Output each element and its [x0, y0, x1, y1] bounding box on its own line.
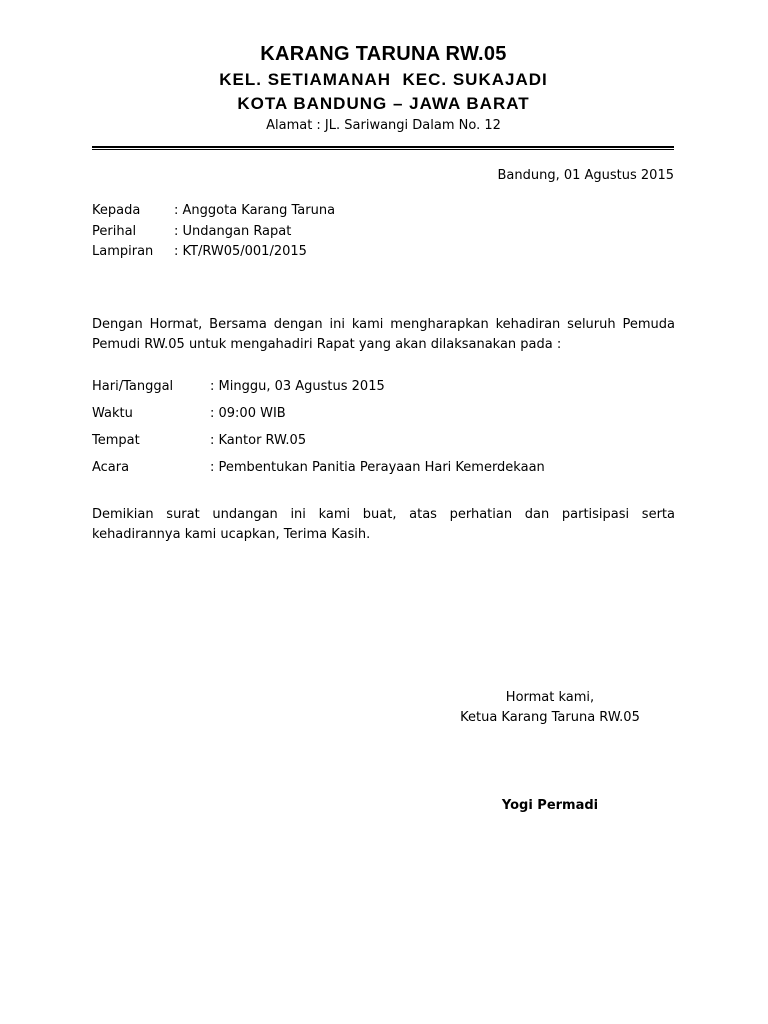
recipient-value: : Anggota Karang Taruna [174, 203, 336, 218]
attachment-label: Lampiran [92, 244, 154, 259]
letterhead-divider [92, 146, 674, 150]
signoff-block [440, 688, 660, 728]
meeting-time-label: Waktu [92, 406, 133, 421]
subject-value: : Undangan Rapat [174, 223, 292, 239]
organization-address: Alamat : JL. Sariwangi Dalam No. 12 [266, 118, 501, 133]
meta-row-attachment [92, 242, 335, 263]
detail-row-time [92, 404, 545, 431]
letter-date: Bandung, 01 Agustus 2015 [497, 168, 674, 183]
opening-paragraph: Dengan Hormat, Bersama dengan ini kami mengharapkan kehadiran seluruh Pemuda Pemudi RW.05 untuk mengahadiri Rapat yang akan dilaksanakan pada : [92, 317, 675, 352]
closing-paragraph: Demikian surat undangan ini kami buat, atas perhatian dan partisipasi serta kehadirannya kami ucapkan, Terima Kasih. [92, 507, 675, 542]
detail-row-agenda [92, 458, 545, 485]
letter-meta [92, 201, 335, 263]
meeting-time-value: : 09:00 WIB [210, 406, 286, 421]
attachment-value: : KT/RW05/001/2015 [174, 244, 307, 259]
recipient-label: Kepada [92, 203, 141, 218]
meeting-date-label: Hari/Tanggal [92, 379, 174, 394]
signoff-greeting: Hormat kami, [505, 690, 595, 705]
letterhead [92, 40, 675, 136]
organization-city: KOTA BANDUNG – JAWA BARAT [237, 94, 530, 113]
meeting-agenda-value: : Pembentukan Panitia Perayaan Hari Kemerdekaan [210, 460, 545, 475]
detail-row-date [92, 377, 545, 404]
meeting-place-value: : Kantor RW.05 [210, 433, 307, 448]
subject-label: Perihal [92, 223, 137, 239]
signoff-position: Ketua Karang Taruna RW.05 [460, 710, 640, 725]
organization-district: KEL. SETIAMANAH KEC. SUKAJADI [219, 70, 548, 89]
meeting-place-label: Tempat [92, 433, 140, 448]
meta-row-subject [92, 222, 335, 243]
detail-row-place [92, 431, 545, 458]
organization-name: KARANG TARUNA RW.05 [260, 43, 507, 65]
meeting-details [92, 377, 545, 485]
signatory-name: Yogi Permadi [501, 798, 599, 813]
meeting-agenda-label: Acara [92, 460, 130, 475]
meta-row-recipient [92, 201, 335, 222]
meeting-date-value: : Minggu, 03 Agustus 2015 [210, 379, 385, 394]
